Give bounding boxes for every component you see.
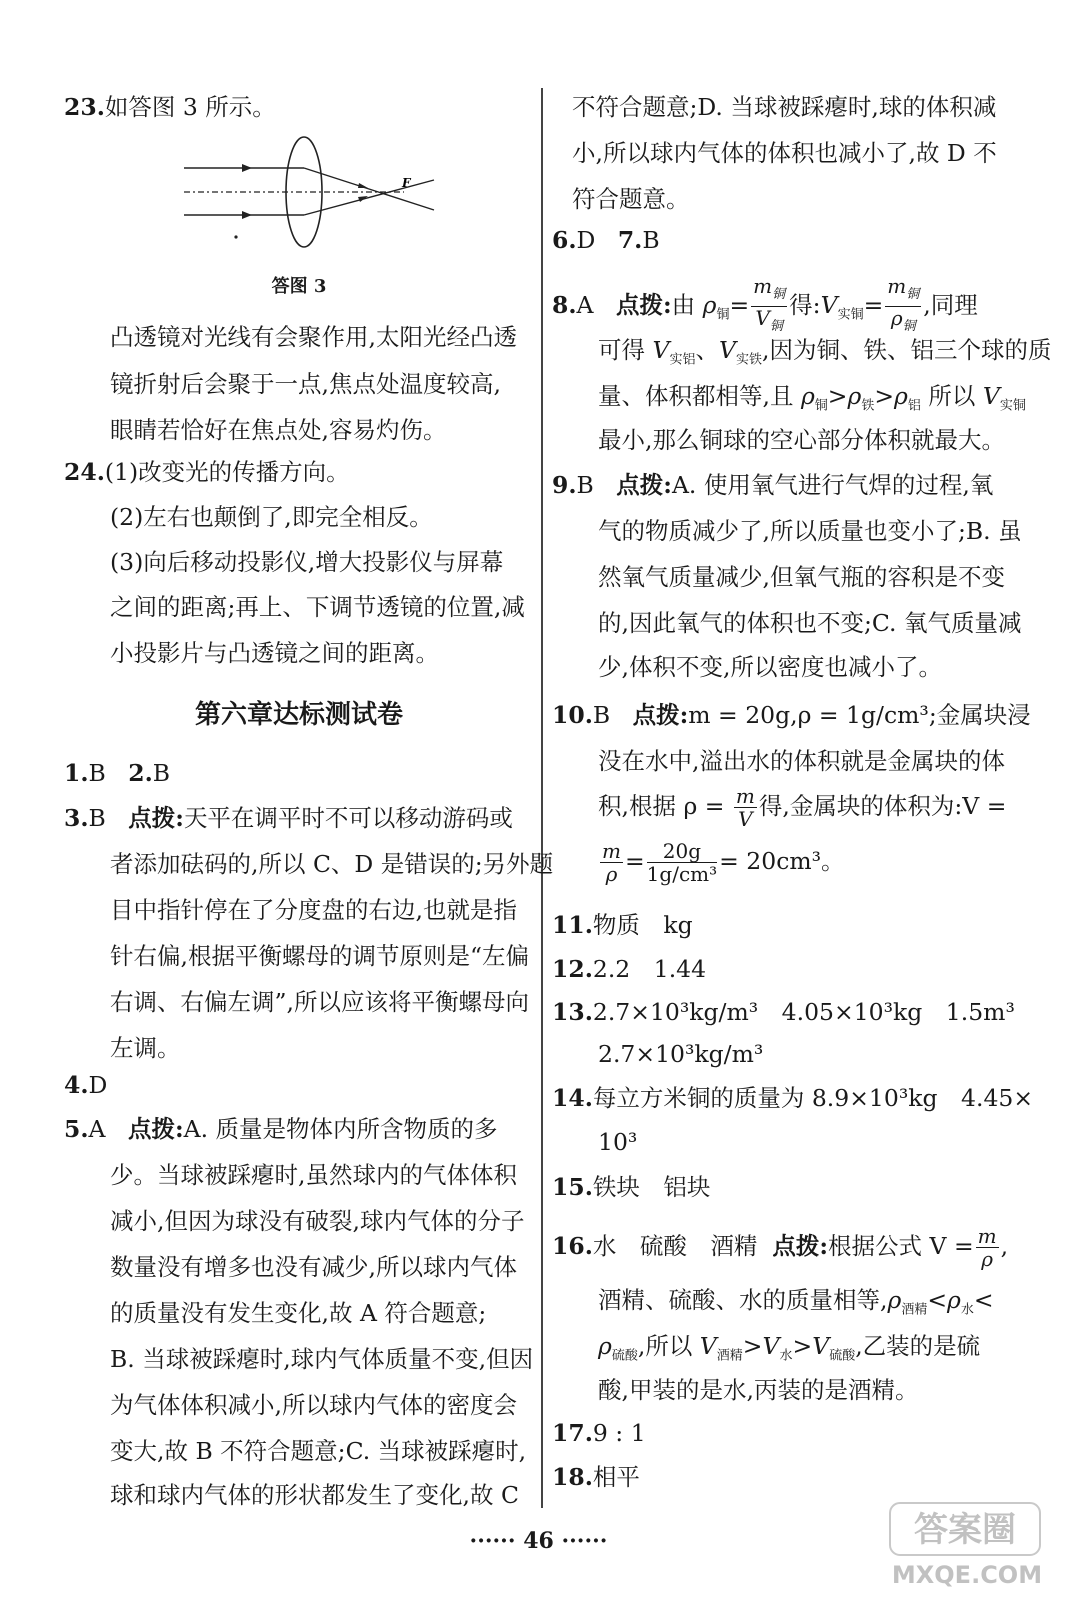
figure-caption: 答图 3 [271, 276, 327, 297]
q24-part2: (2)左右也颠倒了,即完全相反。 [110, 503, 433, 531]
q23-explain-1: 凸透镜对光线有会聚作用,太阳光经凸透 [110, 323, 517, 351]
fraction-m-over-rho: $\frac{m_铜}{\rho_铜}$ [887, 274, 920, 334]
q24-number: 24. [64, 458, 105, 486]
q14-line1: 14.每立方米铜的质量为 8.9×10³kg 4.45× [552, 1084, 1034, 1112]
convex-lens-figure [184, 135, 444, 250]
q5-line6: B. 当球被踩瘪时,球内气体质量不变,但因 [110, 1345, 534, 1373]
q5-line8: 变大,故 B 不符合题意;C. 当球被踩瘪时, [110, 1437, 527, 1465]
q23-text: 如答图 3 所示。 [104, 93, 276, 121]
q17-line: 17.9 : 1 [552, 1419, 646, 1447]
svg-text:MXQE.COM: MXQE.COM [891, 1561, 1043, 1589]
q14-line2: 10³ [598, 1128, 638, 1156]
q5-line3: 减小,但因为球没有破裂,球内气体的分子 [110, 1207, 525, 1235]
q10-line3: 积,根据 ρ = $\frac{m}{V}$ 得,金属块的体积为:V = [598, 784, 1007, 831]
q9-line3: 然氧气质量减少,但氧气瓶的容积是不变 [598, 563, 1005, 591]
q5-cont-3: 符合题意。 [572, 185, 690, 213]
q5-line1: 5.A 点拨:A. 质量是物体内所含物质的多 [64, 1115, 498, 1143]
q3-line3: 目中指针停在了分度盘的右边,也就是指 [110, 896, 517, 924]
q3-line1: 3.B 点拨:天平在调平时不可以移动游码或 [64, 804, 513, 832]
q8-line3: 量、体积都相等,且 $\rho_铜>\rho_铁>\rho_铝$ 所以 $V_{实铜}$ [598, 382, 1026, 414]
q12-line: 12.2.2 1.44 [552, 955, 707, 983]
q8-line1: 8.A 点拨:由 $\rho_铜=$ $\frac{m_铜}{V_铜}$ 得$:V_{实铜}=$ $\frac{m_铜}{\rho_铜}$ ,同理 [552, 275, 978, 338]
focus-label: F [402, 176, 411, 190]
q24-part3: (3)向后移动投影仪,增大投影仪与屏幕 [110, 548, 504, 576]
q23-line [64, 92, 276, 122]
page-number: ······ 46 ······ [469, 1528, 608, 1554]
q8-line2: 可得 $V_{实铝}$、$V_{实铁}$,因为铜、铁、铝三个球的质 [598, 336, 1052, 368]
q4-line: 4.D [64, 1071, 108, 1099]
q23-number: 23. [64, 93, 105, 121]
q24-part3-line3: 小投影片与凸透镜之间的距离。 [110, 639, 439, 667]
fraction-m-over-v: $\frac{m_铜}{V_铜}$ [753, 274, 786, 334]
column-divider [541, 88, 543, 1508]
q3-line4: 针右偏,根据平衡螺母的调节原则是“左偏 [110, 942, 529, 970]
q5-line9: 球和球内气体的形状都发生了变化,故 C [110, 1481, 519, 1509]
q5-line7: 为气体体积减小,所以球内气体的密度会 [110, 1391, 517, 1419]
svg-text:答案圈: 答案圈 [914, 1510, 1016, 1550]
q24-part3-line2: 之间的距离;再上、下调节透镜的位置,减 [110, 593, 525, 621]
q15-line: 15.铁块 铝块 [552, 1173, 711, 1201]
q23-explain-3: 眼睛若恰好在焦点处,容易灼伤。 [110, 416, 447, 444]
q18-line: 18.相平 [552, 1463, 640, 1491]
q3-line2: 者添加砝码的,所以 C、D 是错误的;另外题 [110, 850, 554, 878]
q8-line4: 最小,那么铜球的空心部分体积就最大。 [598, 426, 1005, 454]
q9-line2: 气的物质减少了,所以质量也变小了;B. 虽 [598, 517, 1022, 545]
q11-line: 11.物质 kg [552, 911, 693, 939]
q9-line4: 的,因此氧气的体积也不变;C. 氧气质量减 [598, 609, 1022, 637]
q9-line1: 9.B 点拨:A. 使用氧气进行气焊的过程,氧 [552, 471, 994, 499]
q13-line1: 13.2.7×10³kg/m³ 4.05×10³kg 1.5m³ [552, 998, 1015, 1026]
q10-line1: 10.B 点拨:m = 20g,ρ = 1g/cm³;金属块浸 [552, 701, 1031, 729]
q13-line2: 2.7×10³kg/m³ [598, 1040, 764, 1068]
q5-line4: 数量没有增多也没有减少,所以球内气体 [110, 1253, 517, 1281]
watermark-logo [882, 1497, 1057, 1592]
q10-line4: $\frac{m}{\rho}$ = $\frac{20g}{\text{1g/cm³}}$ = 20cm³。 [602, 839, 845, 886]
q16-line3: $\rho_{硫酸}$,所以 $V_{酒精}>V_水>V_{硫酸}$,乙装的是硫 [598, 1332, 981, 1364]
q3-line5: 右调、右偏左调”,所以应该将平衡螺母向 [110, 988, 529, 1016]
q16-line4: 酸,甲装的是水,丙装的是酒精。 [598, 1376, 919, 1404]
q5-cont-1: 不符合题意;D. 当球被踩瘪时,球的体积减 [572, 93, 997, 121]
q9-line5: 少,体积不变,所以密度也减小了。 [598, 653, 942, 681]
q5-cont-2: 小,所以球内气体的体积也减小了,故 D 不 [572, 139, 997, 167]
q5-line2: 少。当球被踩瘪时,虽然球内的气体体积 [110, 1161, 517, 1189]
q1-2-line: 1.B 2.B [64, 759, 171, 787]
q24-part1: (1)改变光的传播方向。 [104, 458, 350, 486]
q3-line6: 左调。 [110, 1034, 181, 1062]
q23-explain-2: 镜折射后会聚于一点,焦点处温度较高, [110, 370, 501, 398]
q5-line5: 的质量没有发生变化,故 A 符合题意; [110, 1299, 487, 1327]
q10-line2: 没在水中,溢出水的体积就是金属块的体 [598, 747, 1005, 775]
q16-line1: 16.水 硫酸 酒精 点拨:根据公式 V = $\frac{m}{\rho}$ , [552, 1224, 1009, 1271]
q6-7-line: 6.D 7.B [552, 226, 660, 254]
section-title: 第六章达标测试卷 [194, 700, 403, 730]
q16-line2: 酒精、硫酸、水的质量相等$,\rho_{酒精}<\rho_水<$ [598, 1286, 994, 1318]
